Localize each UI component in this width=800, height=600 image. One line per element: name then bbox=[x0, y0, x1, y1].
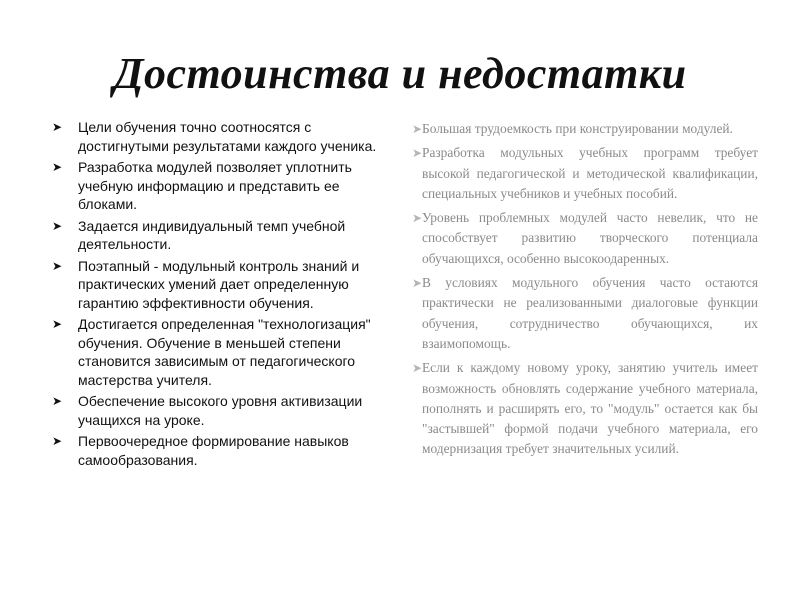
disadvantage-text: Большая трудоемкость при конструировании модулей. bbox=[422, 121, 733, 136]
list-item bbox=[52, 217, 382, 254]
list-item bbox=[412, 143, 758, 204]
list-item bbox=[52, 432, 382, 469]
arrow-bullet-icon: ➤ bbox=[412, 276, 423, 291]
arrow-bullet-icon: ➤ bbox=[52, 120, 63, 134]
advantage-text: Обеспечение высокого уровня активизации учащихся на уроке. bbox=[78, 393, 363, 428]
list-item bbox=[52, 257, 382, 313]
list-item bbox=[52, 158, 382, 214]
disadvantage-text: Уровень проблемных модулей часто невелик, что не способствует развитию творческого потенциала обучающихся, особенно высокоодаренных. bbox=[422, 210, 758, 266]
slide-title: Достоинства и недостатки bbox=[113, 49, 687, 98]
advantage-text: Цели обучения точно соотносятся с достигнутыми результатами каждого ученика. bbox=[78, 119, 377, 154]
list-item bbox=[412, 358, 758, 459]
arrow-bullet-icon: ➤ bbox=[412, 146, 423, 161]
list-item bbox=[52, 392, 382, 429]
list-item bbox=[412, 119, 758, 139]
arrow-bullet-icon: ➤ bbox=[52, 434, 63, 448]
arrow-bullet-icon: ➤ bbox=[412, 211, 423, 226]
arrow-bullet-icon: ➤ bbox=[52, 258, 63, 273]
arrow-bullet-icon: ➤ bbox=[52, 394, 63, 408]
advantages-list bbox=[52, 118, 382, 472]
advantage-text: Разработка модулей позволяет уплотнить учебную информацию и представить ее блоками. bbox=[78, 159, 352, 212]
list-item bbox=[52, 118, 382, 155]
arrow-bullet-icon: ➤ bbox=[52, 218, 63, 233]
disadvantages-list bbox=[412, 119, 758, 464]
arrow-bullet-icon: ➤ bbox=[52, 160, 63, 174]
list-item bbox=[412, 273, 758, 354]
list-item bbox=[412, 208, 758, 269]
advantage-text: Достигается определенная "технологизация" обучения. Обучение в меньшей степени становится зависимым от педагогического мастерства учителя. bbox=[78, 316, 371, 388]
disadvantage-text: Если к каждому новому уроку, занятию учитель имеет возможность обновлять содержание учебного материала, пополнять и расширять его, то "модуль" остается как бы "застывшей" формой подачи учебного материала, его модернизация требует значительных усилий. bbox=[422, 360, 758, 457]
arrow-bullet-icon: ➤ bbox=[412, 122, 423, 136]
disadvantage-text: В условиях модульного обучения часто остаются практически не реализованными диалоговые функции обучения, сотрудничество обучающихся, их взаимопомощь. bbox=[422, 275, 758, 351]
arrow-bullet-icon: ➤ bbox=[412, 361, 423, 376]
advantage-text: Задается индивидуальный темп учебной деятельности. bbox=[78, 217, 346, 252]
list-item bbox=[52, 315, 382, 389]
advantage-text: Первоочередное формирование навыков самообразования. bbox=[78, 433, 349, 468]
advantage-text: Поэтапный - модульный контроль знаний и практических умений дает определенную гарантию эффективности обучения. bbox=[78, 257, 360, 311]
disadvantage-text: Разработка модульных учебных программ требует высокой педагогической и методической квалификации, специальных учебников и учебных пособий. bbox=[422, 145, 758, 201]
arrow-bullet-icon: ➤ bbox=[52, 317, 63, 331]
